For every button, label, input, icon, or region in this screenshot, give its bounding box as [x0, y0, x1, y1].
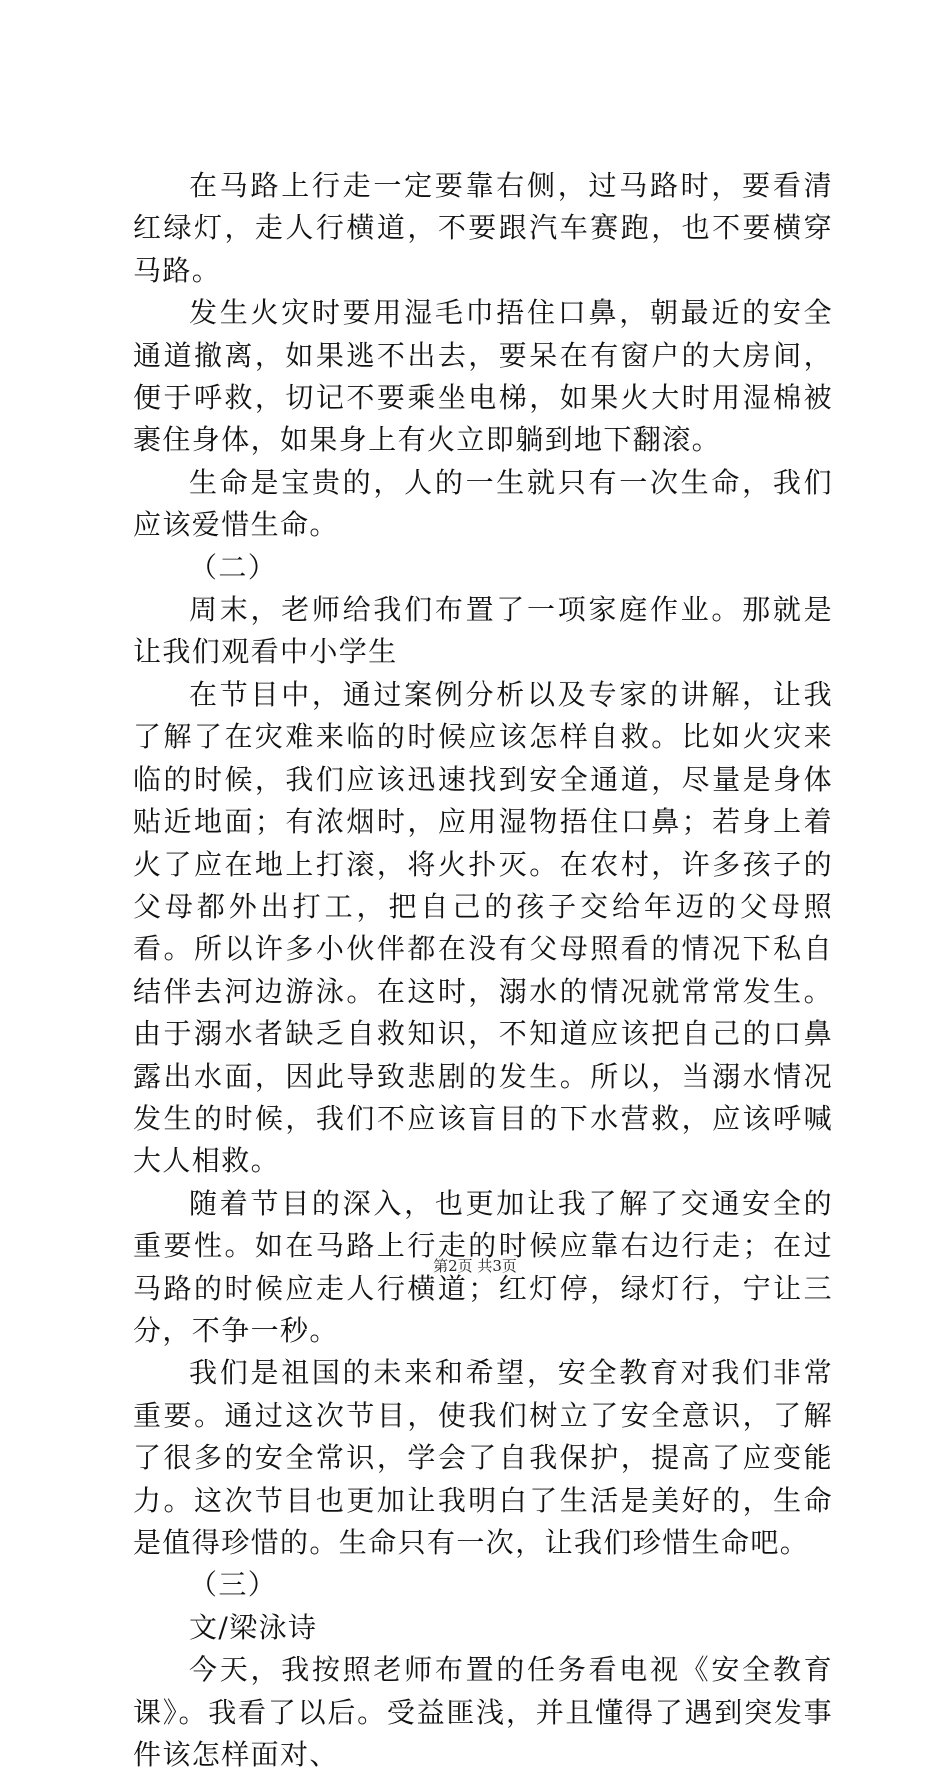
section-heading-three: （三）: [189, 1568, 278, 1602]
section-heading-two: （二）: [189, 550, 278, 584]
paragraph-today-tv: 今天，我按照老师布置的任务看电视《安全教育课》。我看了以后。受益匪浅，并且懂得了遇到突发事件该怎样面对、: [133, 1653, 833, 1772]
paragraph-traffic-safety: 在马路上行走一定要靠右侧，过马路时，要看清红绿灯，走人行横道，不要跟汽车赛跑，也不要横穿马路。: [133, 169, 833, 287]
author-line: 文/梁泳诗: [189, 1610, 318, 1644]
document-body: [133, 165, 833, 1776]
paragraph-program-self-rescue: 在节目中，通过案例分析以及专家的讲解，让我了解了在灾难来临的时候应该怎样自救。比如火灾来临的时候，我们应该迅速找到安全通道，尽量是身体贴近地面；有浓烟时，应用湿物捂住口鼻；若身上着火了应在地上打滚，将火扑灭。在农村，许多孩子的父母都外出打工，把自己的孩子交给年迈的父母照看。所以许多小伙伴都在没有父母照看的情况下私自结伴去河边游泳。在这时，溺水的情况就常常发生。由于溺水者缺乏自救知识，不知道应该把自己的口鼻露出水面，因此导致悲剧的发生。所以，当溺水情况发生的时候，我们不应该盲目的下水营救，应该呼喊大人相救。: [133, 677, 833, 1178]
page-number-footer: 第2页 共3页: [433, 1257, 517, 1275]
paragraph-weekend-homework: 周末，老师给我们布置了一项家庭作业。那就是让我们观看中小学生: [133, 593, 833, 669]
paragraph-future-hope: 我们是祖国的未来和希望，安全教育对我们非常重要。通过这次节目，使我们树立了安全意识，了解了很多的安全常识，学会了自我保护，提高了应变能力。这次节目也更加让我明白了生活是美好的，生命是值得珍惜的。生命只有一次，让我们珍惜生命吧。: [133, 1356, 833, 1559]
paragraph-cherish-life: 生命是宝贵的，人的一生就只有一次生命，我们应该爱惜生命。: [133, 465, 833, 542]
paragraph-traffic-importance: 随着节目的深入，也更加让我了解了交通安全的重要性。如在马路上行走的时候应靠右边行走；在过马路的时候应走人行横道；红灯停，绿灯行，宁让三分，不争一秒。: [133, 1186, 833, 1347]
paragraph-fire-safety: 发生火灾时要用湿毛巾捂住口鼻，朝最近的安全通道撤离，如果逃不出去，要呆在有窗户的大房间，便于呼救，切记不要乘坐电梯，如果火大时用湿棉被裹住身体，如果身上有火立即躺到地下翻滚。: [133, 296, 833, 457]
